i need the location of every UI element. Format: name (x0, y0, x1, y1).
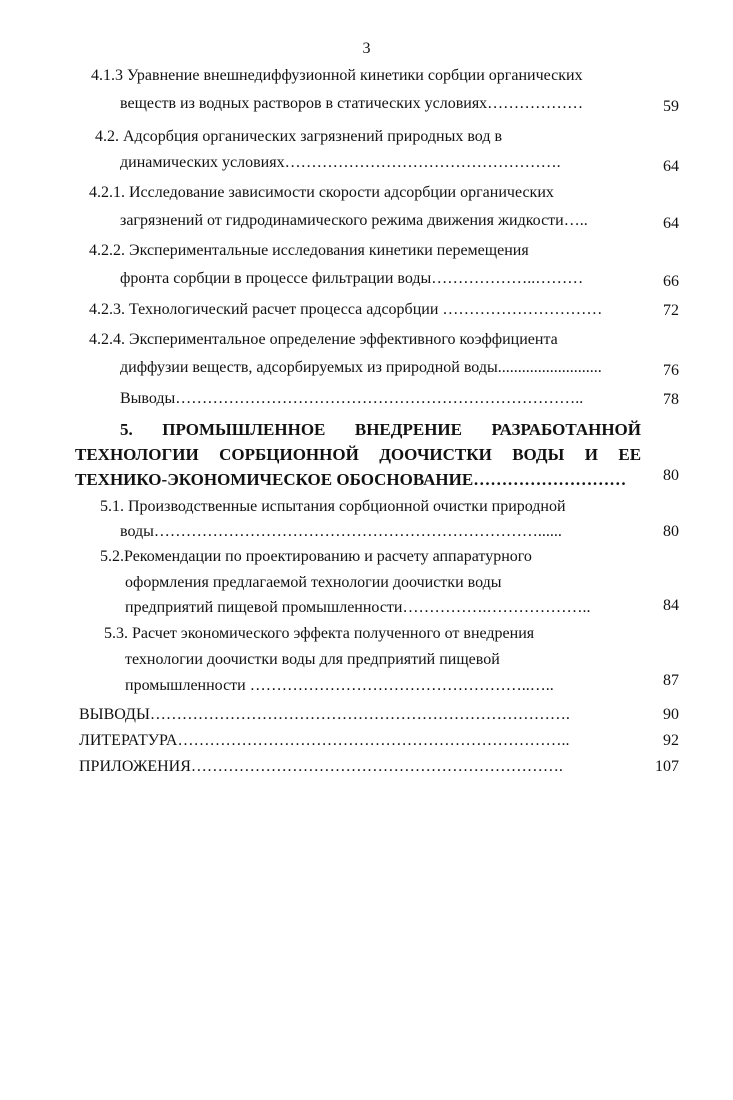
toc-entry-conclusions-page: 90 (663, 706, 679, 723)
chapter-5-word: ЕЕ (618, 445, 642, 464)
toc-entry-4-2-4-page: 76 (663, 362, 679, 379)
chapter-5-word: СОРБЦИОННОЙ (219, 445, 359, 464)
toc-entry-4-2-2-page: 66 (663, 273, 679, 290)
toc-entry-4-1-3-line1: 4.1.3 Уравнение внешнедиффузионной кинетики сорбции органических (91, 67, 583, 84)
toc-entry-4-2-3: 4.2.3. Технологический расчет процесса адсорбции ………………………… (89, 301, 603, 318)
toc-entry-5-1-page: 80 (663, 523, 679, 540)
chapter-5-heading-line2 (75, 444, 641, 466)
chapter-5-word: РАЗРАБОТАННОЙ (491, 420, 641, 439)
toc-entry-4-2-1-line1: 4.2.1. Исследование зависимости скорости адсорбции органических (89, 184, 554, 201)
chapter-5-word: ПРОМЫШЛЕННОЕ (162, 420, 326, 439)
toc-entry-appendices: ПРИЛОЖЕНИЯ……………………………………………………………. (79, 758, 563, 775)
chapter-5-word: ВОДЫ (512, 445, 565, 464)
toc-entry-5-3-line3: промышленности ……………………………………………..….. (125, 677, 554, 694)
chapter-5-word: ВНЕДРЕНИЕ (354, 420, 462, 439)
toc-entry-4-2-2-line1: 4.2.2. Экспериментальные исследования кинетики перемещения (89, 242, 529, 259)
toc-entry-4-2-line2: динамических условиях……………………………………………. (120, 154, 561, 171)
toc-entry-4-2-1-page: 64 (663, 215, 679, 232)
toc-entry-4-1-3-line2: веществ из водных растворов в статических условиях……………… (120, 95, 584, 112)
toc-entry-4-2-4-line2: диффузии веществ, адсорбируемых из природной воды.......................... (120, 359, 602, 376)
toc-entry-5-2-page: 84 (663, 597, 679, 614)
toc-entry-4-2-4-line1: 4.2.4. Экспериментальное определение эффективного коэффициента (89, 331, 558, 348)
chapter-5-page: 80 (663, 467, 679, 484)
toc-entry-appendices-page: 107 (655, 758, 679, 775)
chapter-5-word: ТЕХНОЛОГИИ (75, 445, 199, 464)
toc-entry-4-2-3-page: 72 (663, 302, 679, 319)
toc-entry-4-1-3-page: 59 (663, 98, 679, 115)
chapter-5-number: 5. (120, 420, 133, 439)
toc-entry-5-3-line1: 5.3. Расчет экономического эффекта полученного от внедрения (104, 625, 535, 642)
toc-entry-5-3-line2: технологии доочистки воды для предприятий пищевой (125, 651, 500, 668)
chapter-5-word: ДООЧИСТКИ (379, 445, 492, 464)
toc-entry-5-2-line1: 5.2.Рекомендации по проектированию и расчету аппаратурного (100, 548, 532, 565)
toc-entry-5-1-line2: воды………………………………………………………………...... (120, 523, 562, 540)
toc-entry-literature: ЛИТЕРАТУРА……………………………………………………………….. (79, 732, 570, 749)
toc-entry-conclusions-4: Выводы………………………………………………………………….. (120, 390, 584, 407)
toc-entry-4-2-1-line2: загрязнений от гидродинамического режима движения жидкости….. (120, 212, 588, 229)
chapter-5-word: И (584, 445, 598, 464)
toc-entry-5-3-page: 87 (663, 672, 679, 689)
toc-entry-5-1-line1: 5.1. Производственные испытания сорбционной очистки природной (100, 498, 566, 515)
page-number: 3 (362, 40, 371, 57)
toc-entry-5-2-line3: предприятий пищевой промышленности…………….……………….. (125, 599, 591, 616)
toc-entry-4-2-2-line2: фронта сорбции в процессе фильтрации воды………………..……… (120, 270, 584, 287)
toc-entry-5-2-line2: оформления предлагаемой технологии доочистки воды (125, 574, 502, 591)
chapter-5-heading-line3: ТЕХНИКО-ЭКОНОМИЧЕСКОЕ ОБОСНОВАНИЕ……………………… (75, 470, 627, 489)
chapter-5-heading-line1 (75, 419, 641, 441)
toc-entry-4-2-line1: 4.2. Адсорбция органических загрязнений природных вод в (95, 128, 503, 145)
toc-entry-literature-page: 92 (663, 732, 679, 749)
toc-entry-conclusions-4-page: 78 (663, 391, 679, 408)
toc-entry-conclusions: ВЫВОДЫ……………………………………………………………………. (79, 706, 570, 723)
toc-entry-4-2-page: 64 (663, 158, 679, 175)
